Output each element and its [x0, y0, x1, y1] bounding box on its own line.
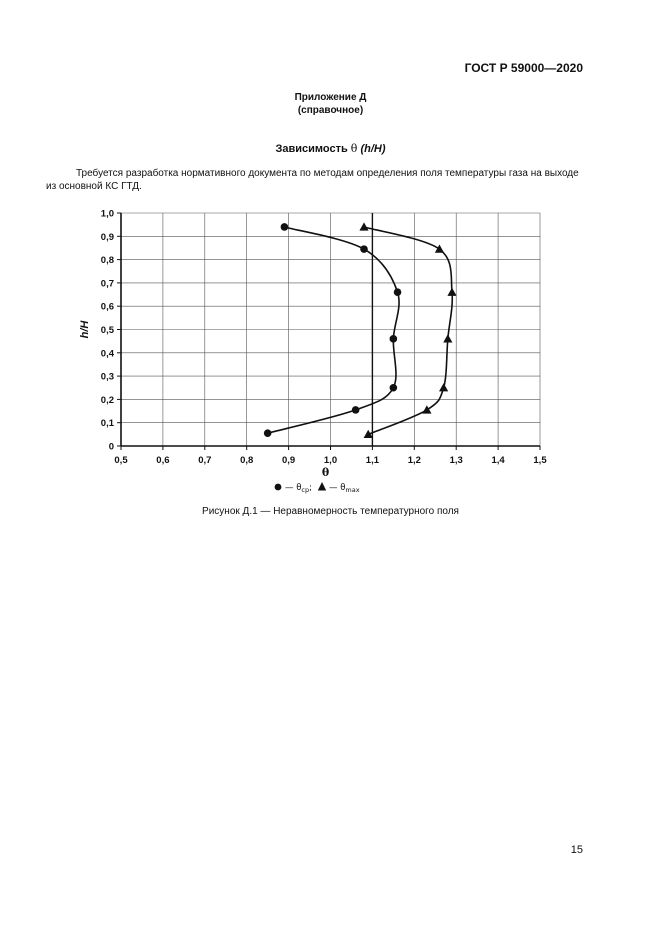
y-tick-label: 0,3 [100, 371, 114, 383]
section-title-prefix: Зависимость [275, 143, 351, 155]
standard-number: ГОСТ Р 59000—2020 [464, 61, 583, 75]
section-title-theta: θ [350, 142, 358, 155]
x-tick-label: 0,7 [198, 455, 212, 466]
data-point-circle [281, 223, 289, 231]
legend-entry-2: — $\theta_{max}$ [329, 483, 360, 494]
legend-marker-triangle [318, 482, 326, 491]
y-tick-label: 1,0 [100, 208, 114, 220]
y-axis-label: h/H [79, 320, 91, 339]
x-tick-label: 1,1 [365, 455, 380, 466]
y-tick-label: 0,8 [100, 255, 114, 267]
x-axis-label: θ [321, 466, 330, 479]
temperature-profile-chart [66, 200, 566, 500]
x-tick-label: 1,2 [407, 455, 421, 466]
x-tick-label: 1,3 [449, 455, 463, 466]
annex-subtitle: (справочное) [297, 105, 364, 116]
figure-caption: Рисунок Д.1 — Неравномерность температурного поля [202, 506, 459, 517]
annex-title: Приложение Д [294, 92, 367, 103]
data-point-circle [352, 406, 360, 414]
x-tick-label: 1,5 [533, 455, 547, 466]
data-point-circle [390, 335, 398, 343]
series-line-1 [268, 227, 399, 433]
data-point-triangle [422, 405, 431, 413]
section-title [0, 142, 661, 155]
requirement-paragraph [46, 167, 584, 193]
legend-marker-circle [275, 484, 282, 491]
data-point-circle [390, 384, 398, 392]
data-point-circle [264, 429, 272, 437]
data-point-circle [394, 288, 402, 296]
y-tick-label: 0,9 [100, 231, 114, 243]
y-tick-label: 0,7 [100, 278, 114, 290]
x-tick-label: 0,9 [281, 455, 296, 466]
y-tick-label: 0,6 [100, 301, 114, 313]
y-tick-label: 0,2 [100, 394, 114, 406]
y-tick-label: 0,1 [100, 418, 114, 430]
data-point-triangle [443, 334, 452, 342]
data-point-triangle [439, 383, 448, 391]
y-tick-label: 0,4 [100, 348, 114, 360]
paragraph-line-1: Требуется разработка нормативного документа по методам определения поля температуры газа на выходе [76, 168, 579, 179]
data-point-circle [360, 245, 368, 253]
x-tick-label: 1,0 [323, 455, 338, 466]
x-tick-label: 0,6 [156, 455, 170, 466]
paragraph-line-2: из основной КС ГТД. [46, 181, 142, 192]
data-point-triangle [447, 288, 456, 296]
y-tick-label: 0,5 [100, 325, 114, 336]
y-tick-label: 0 [108, 441, 114, 453]
data-point-triangle [359, 222, 368, 230]
page-number: 15 [570, 844, 583, 856]
section-title-arg: (h/H) [357, 143, 386, 155]
data-point-triangle [435, 245, 444, 253]
x-tick-label: 0,5 [114, 455, 128, 466]
x-tick-label: 1,4 [491, 455, 505, 466]
legend-entry-1: — $\theta_{ср}$; [285, 483, 312, 494]
x-tick-label: 0,8 [240, 455, 254, 466]
